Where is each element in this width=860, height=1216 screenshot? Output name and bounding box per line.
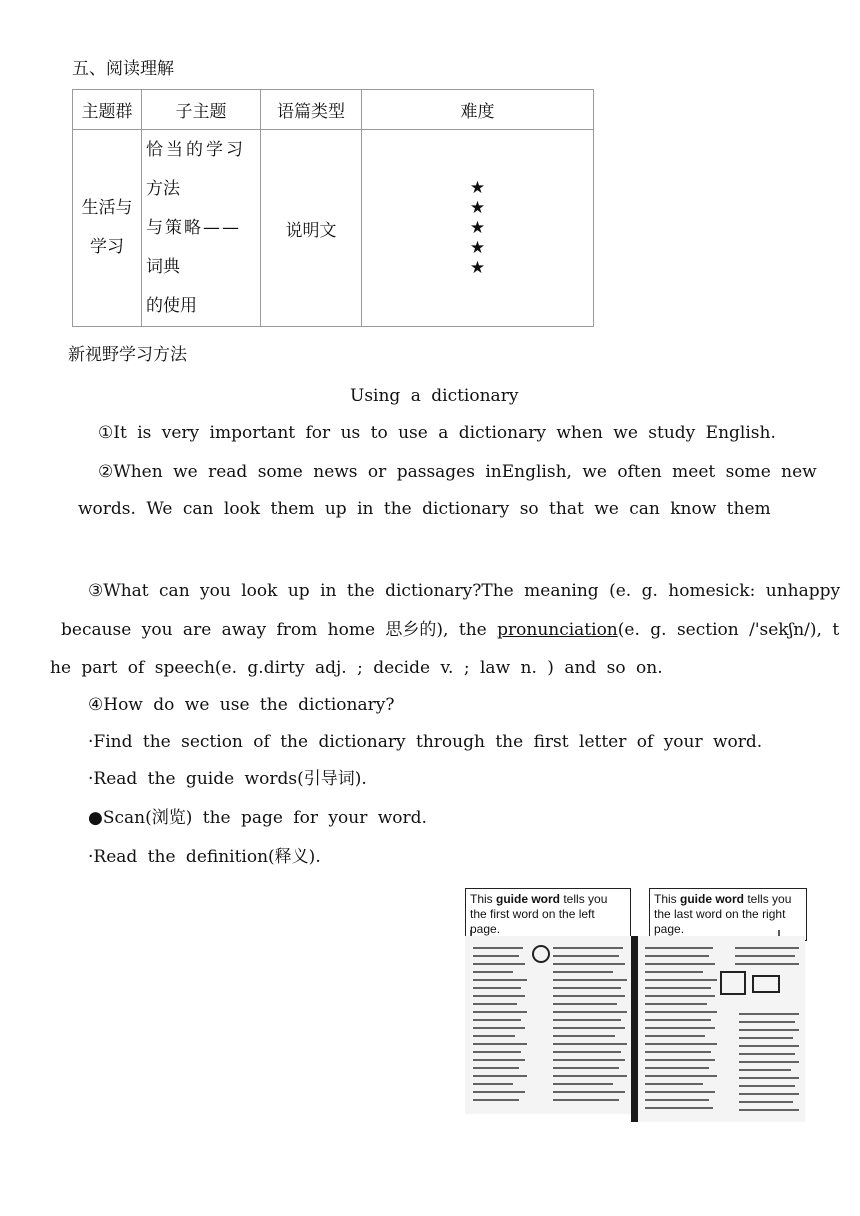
subtopic-line: 恰当的学习: [146, 139, 246, 160]
star-icon: ★: [469, 178, 486, 198]
cell-theme-group: [73, 130, 142, 327]
subtopic-line: 的使用: [146, 295, 197, 316]
star-icon: ★: [469, 238, 486, 258]
paragraph-2-line-2: words. We can look them up in the dictionary so that we can know them: [78, 499, 771, 519]
subtopic-line: 与策略——: [146, 217, 241, 238]
table-header-row: [73, 90, 594, 130]
paragraph-2-line-1: ②When we read some news or passages inEnglish, we often meet some new: [98, 462, 817, 482]
table-row: [73, 130, 594, 327]
step-3: ●Scan(浏览) the page for your word.: [88, 808, 427, 828]
cell-text-type: 说明文: [261, 130, 362, 327]
right-guide-word-callout: This guide word tells you the last word on the right page.: [649, 888, 807, 941]
star-icon: ★: [469, 198, 486, 218]
star-icon: ★: [469, 258, 486, 278]
header-subtopic: 子主题: [142, 90, 261, 130]
paragraph-3-line-3: he part of speech(e. g.dirty adj. ; decide v. ; law n. ) and so on.: [50, 658, 663, 678]
subtopic-line: 词典: [146, 256, 180, 277]
method-heading: 新视野学习方法: [68, 345, 187, 365]
dictionary-illustration: [463, 884, 808, 1126]
left-guide-word-callout: This guide word tells you the first word on the left page.: [465, 888, 631, 941]
paragraph-3-line-1: ③What can you look up in the dictionary?The meaning (e. g. homesick: unhappy: [88, 581, 841, 601]
step-4: ·Read the definition(释义).: [88, 847, 321, 867]
paragraph-1: ①It is very important for us to use a dictionary when we study English.: [98, 423, 776, 443]
paragraph-4: ④How do we use the dictionary?: [88, 695, 395, 715]
paragraph-3-text: because you are away from home 思乡的), the: [61, 620, 498, 640]
paragraph-3-text: (e. g. section /'sekʃn/), t: [617, 620, 840, 640]
header-theme-group: 主题群: [73, 90, 142, 130]
cell-difficulty: [362, 130, 594, 327]
theme-group-line: 学习: [90, 237, 124, 257]
section-title: 五、阅读理解: [72, 59, 174, 79]
cell-subtopic: [142, 130, 261, 327]
header-text-type: 语篇类型: [261, 90, 362, 130]
step-2: ·Read the guide words(引导词).: [88, 769, 367, 789]
pronunciation-word: pronunciation: [497, 620, 618, 640]
theme-group-line: 生活与: [81, 198, 133, 218]
star-icon: ★: [469, 218, 486, 238]
topic-table: [72, 89, 594, 327]
dictionary-text-lines-icon: [463, 936, 808, 1126]
header-difficulty: 难度: [362, 90, 594, 130]
paragraph-3-line-2: [61, 620, 839, 640]
subtopic-line: 方法: [146, 178, 180, 199]
step-1: ·Find the section of the dictionary through the first letter of your word.: [88, 732, 763, 752]
passage-title: Using a dictionary: [350, 386, 519, 406]
